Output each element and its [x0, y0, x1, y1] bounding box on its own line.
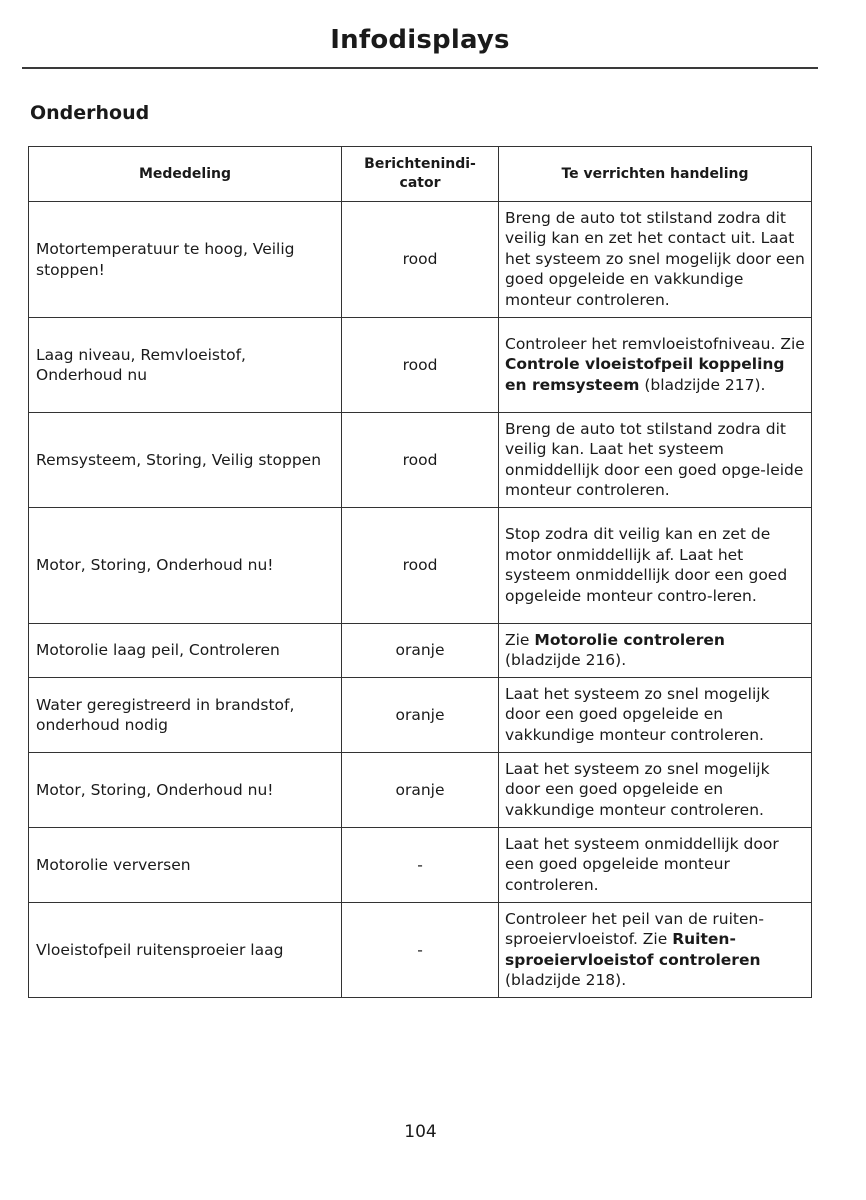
row-message: Motorolie laag peil, Controleren: [29, 624, 342, 678]
action-text: Laat het systeem onmiddellijk door een goed opgeleide monteur controleren.: [505, 834, 779, 894]
column-header-indicator-line1: Berichtenindi-: [364, 156, 476, 172]
row-action: [499, 624, 812, 678]
row-action: [499, 413, 812, 508]
maintenance-messages-table: [28, 146, 812, 998]
action-text: Stop zodra dit veilig kan en zet de motor onmiddellijk af. Laat het systeem onmiddellijk door een goed opgeleide monteur contro-leren.: [505, 525, 788, 605]
row-message: Motorolie verversen: [29, 828, 342, 903]
column-header-message: Mededeling: [29, 147, 342, 202]
page-number: 104: [404, 1122, 437, 1142]
action-text: Zie: [505, 630, 535, 649]
row-action: [499, 903, 812, 998]
column-header-indicator-line2: cator: [399, 175, 441, 191]
row-message: Motortemperatuur te hoog, Veilig stoppen!: [29, 202, 342, 318]
row-action: [499, 678, 812, 753]
row-indicator: rood: [342, 318, 499, 413]
table-body: [29, 202, 812, 998]
action-text: (bladzijde 218).: [505, 971, 627, 989]
row-indicator: rood: [342, 413, 499, 508]
row-message: Water geregistreerd in brandstof, onderhoud nodig: [29, 678, 342, 753]
row-indicator: oranje: [342, 624, 499, 678]
column-header-action: Te verrichten handeling: [499, 147, 812, 202]
action-text: Breng de auto tot stilstand zodra dit veilig kan. Laat het systeem onmiddellijk door een goed opge-leide monteur controleren.: [505, 419, 804, 499]
action-text: (bladzijde 216).: [505, 651, 627, 669]
row-message: Motor, Storing, Onderhoud nu!: [29, 753, 342, 828]
table-row: [29, 903, 812, 998]
row-message: Laag niveau, Remvloeistof, Onderhoud nu: [29, 318, 342, 413]
action-text: Controleer het remvloeistofniveau. Zie: [505, 334, 805, 353]
action-text: Laat het systeem zo snel mogelijk door een goed opgeleide en vakkundige monteur controleren.: [505, 684, 770, 744]
section-title: Onderhoud: [30, 102, 150, 124]
column-header-indicator: [342, 147, 499, 202]
table-row: [29, 318, 812, 413]
table-row: [29, 624, 812, 678]
row-action: [499, 508, 812, 624]
table-row: [29, 508, 812, 624]
action-reference: Ruiten-sproeiervloeistof controleren: [505, 930, 761, 969]
action-text: (bladzijde 217).: [639, 375, 766, 394]
row-indicator: oranje: [342, 678, 499, 753]
table-row: [29, 828, 812, 903]
table-row: [29, 413, 812, 508]
row-action: [499, 202, 812, 318]
row-action: [499, 318, 812, 413]
row-indicator: -: [342, 828, 499, 903]
page-header: [22, 18, 818, 69]
action-text: Laat het systeem zo snel mogelijk door een goed opgeleide en vakkundige monteur controleren.: [505, 759, 770, 819]
action-reference: Controle vloeistofpeil koppeling en remsysteem: [505, 355, 785, 394]
row-indicator: -: [342, 903, 499, 998]
table-row: [29, 678, 812, 753]
page-title: Infodisplays: [330, 25, 510, 55]
row-message: Remsysteem, Storing, Veilig stoppen: [29, 413, 342, 508]
table-row: [29, 753, 812, 828]
row-action: [499, 753, 812, 828]
row-indicator: rood: [342, 202, 499, 318]
row-indicator: oranje: [342, 753, 499, 828]
table-header-row: [29, 147, 812, 202]
row-indicator: rood: [342, 508, 499, 624]
action-text: Controleer het peil van de ruiten-sproeiervloeistof. Zie: [505, 909, 764, 948]
row-action: [499, 828, 812, 903]
action-text: Breng de auto tot stilstand zodra dit veilig kan en zet het contact uit. Laat het systeem zo snel mogelijk door een goed opgeleide en vakkundige monteur controleren.: [505, 208, 805, 309]
action-reference: Motorolie controleren: [534, 630, 725, 649]
row-message: Motor, Storing, Onderhoud nu!: [29, 508, 342, 624]
row-message: Vloeistofpeil ruitensproeier laag: [29, 903, 342, 998]
table-row: [29, 202, 812, 318]
